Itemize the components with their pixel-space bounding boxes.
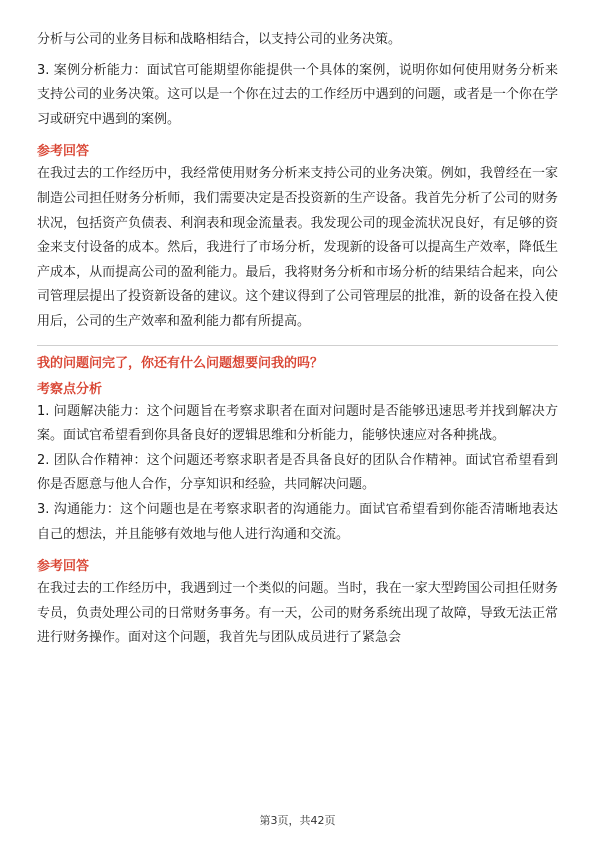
analysis-heading: 考察点分析 (37, 381, 103, 397)
section-divider (37, 345, 558, 346)
page-content (37, 28, 558, 651)
interview-question: 我的问题问完了，你还有什么问题想要问我的吗？ (37, 355, 324, 371)
page-number: 第3页，共42页 (259, 814, 336, 827)
analysis-point-1: 1. 问题解决能力：这个问题旨在考察求职者在面对问题时是否能够迅速思考并找到解决方案。面试官希望看到你具备良好的逻辑思维和分析能力，能够快速应对各种挑战。 (37, 403, 558, 444)
analysis-point-3: 3. 沟通能力：这个问题也是在考察求职者的沟通能力。面试官希望看到你能否清晰地表达自己的想法，并且能够有效地与他人进行沟通和交流。 (37, 501, 558, 542)
analysis-point-3: 3. 案例分析能力：面试官可能期望你能提供一个具体的案例，说明你如何使用财务分析来支持公司的业务决策。这可以是一个你在过去的工作经历中遇到的问题，或者是一个你在学习或研究中遇到的案例。 (37, 62, 558, 127)
reference-answer-heading-2: 参考回答 (37, 559, 90, 575)
reference-answer-text: 在我过去的工作经历中，我经常使用财务分析来支持公司的业务决策。例如，我曾经在一家制造公司担任财务分析师，我们需要决定是否投资新的生产设备。我首先分析了公司的财务状况，包括资产负债表、利润表和现金流量表。我发现公司的现金流状况良好，有足够的资金来支付设备的成本。然后，我进行了市场分析，发现新的设备可以提高生产效率，降低生产成本，从而提高公司的盈利能力。最后，我将财务分析和市场分析的结果结合起来，向公司管理层提出了投资新设备的建议。这个建议得到了公司管理层的批准，新的设备在投入使用后，公司的生产效率和盈利能力都有所提高。 (37, 166, 558, 329)
paragraph-continuation: 分析与公司的业务目标和战略相结合，以支持公司的业务决策。 (37, 32, 402, 47)
reference-answer-heading: 参考回答 (37, 144, 90, 160)
reference-answer-text-2: 在我过去的工作经历中，我遇到过一个类似的问题。当时，我在一家大型跨国公司担任财务专员，负责处理公司的日常财务事务。有一天，公司的财务系统出现了故障，导致无法正常进行财务操作。面对这个问题，我首先与团队成员进行了紧急会 (37, 581, 558, 646)
analysis-point-2: 2. 团队合作精神：这个问题还考察求职者是否具备良好的团队合作精神。面试官希望看到你是否愿意与他人合作，分享知识和经验，共同解决问题。 (37, 452, 558, 493)
